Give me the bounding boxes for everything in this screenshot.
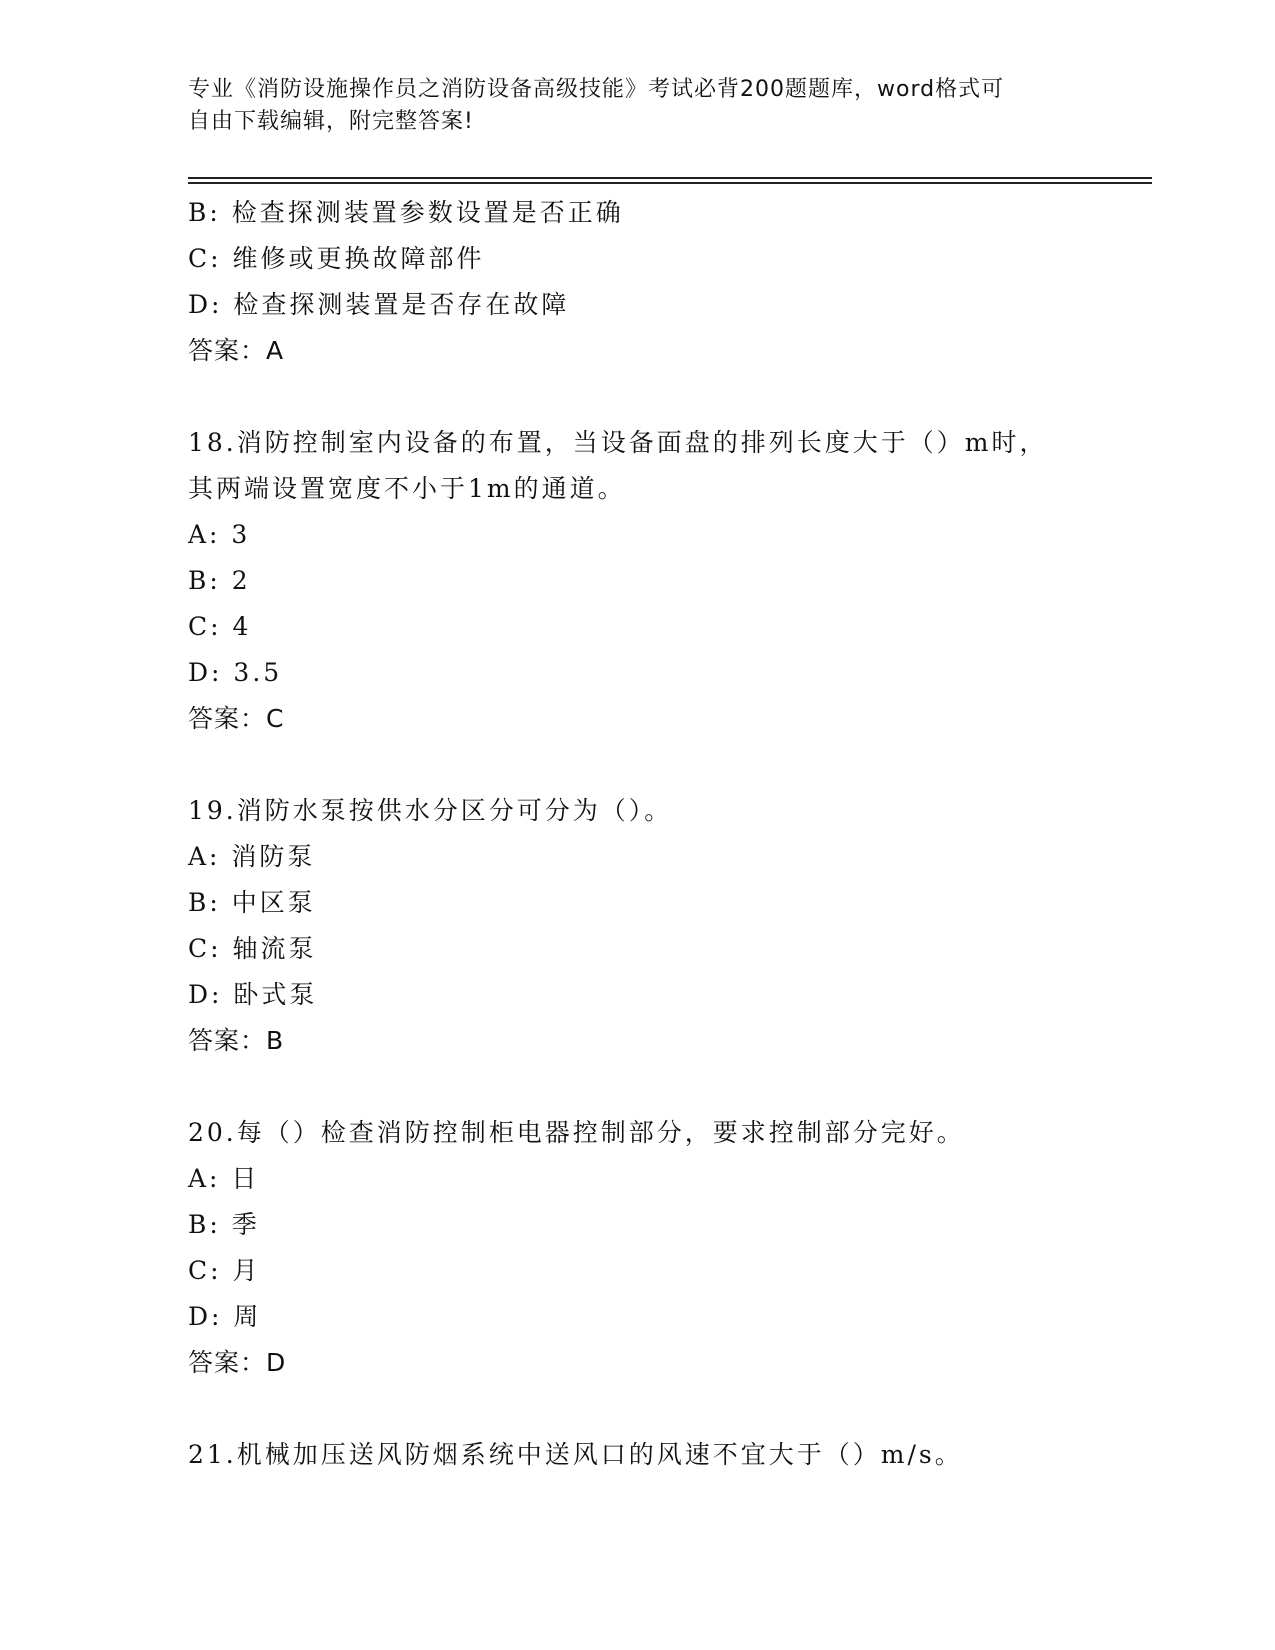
document-header: [188, 74, 1068, 138]
option-d: D: 3.5: [188, 658, 283, 687]
question-list: [188, 190, 1088, 1478]
question-stem: 18.消防控制室内设备的布置，当设备面盘的排列长度大于（）m时，: [188, 428, 1048, 457]
option-c: C: 月: [188, 1256, 261, 1285]
question-stem: 其两端设置宽度不小于1m的通道。: [188, 474, 626, 503]
option-d: D: 周: [188, 1302, 262, 1331]
header-divider-top: [188, 177, 1152, 179]
option-b: B: 中区泵: [188, 888, 316, 917]
answer-label: 答案：D: [188, 1348, 287, 1377]
option-a: A: 3: [188, 520, 251, 549]
option-d: D: 检查探测装置是否存在故障: [188, 290, 570, 319]
header-divider-bottom: [188, 182, 1152, 184]
answer-label: 答案：B: [188, 1026, 285, 1055]
answer-label: 答案：A: [188, 336, 285, 365]
question-stem: 21.机械加压送风防烟系统中送风口的风速不宜大于（）m/s。: [188, 1440, 963, 1469]
question-19: [188, 788, 1088, 1064]
option-a: A: 日: [188, 1164, 260, 1193]
partial-question: [188, 190, 1088, 374]
question-stem: 20.每（）检查消防控制柜电器控制部分，要求控制部分完好。: [188, 1118, 965, 1147]
question-20: [188, 1110, 1088, 1386]
question-18: [188, 420, 1088, 742]
option-c: C: 轴流泵: [188, 934, 317, 963]
option-c: C: 维修或更换故障部件: [188, 244, 485, 273]
option-a: A: 消防泵: [188, 842, 316, 871]
question-21: [188, 1432, 1088, 1478]
answer-label: 答案：C: [188, 704, 285, 733]
header-line-1: 专业《消防设施操作员之消防设备高级技能》考试必背200题题库，word格式可: [188, 77, 1005, 102]
option-b: B: 检查探测装置参数设置是否正确: [188, 198, 624, 227]
option-d: D: 卧式泵: [188, 980, 318, 1009]
header-line-2: 自由下载编辑，附完整答案!: [188, 109, 474, 134]
question-stem: 19.消防水泵按供水分区分可分为（）。: [188, 796, 673, 825]
option-c: C: 4: [188, 612, 252, 641]
option-b: B: 季: [188, 1210, 260, 1239]
option-b: B: 2: [188, 566, 251, 595]
